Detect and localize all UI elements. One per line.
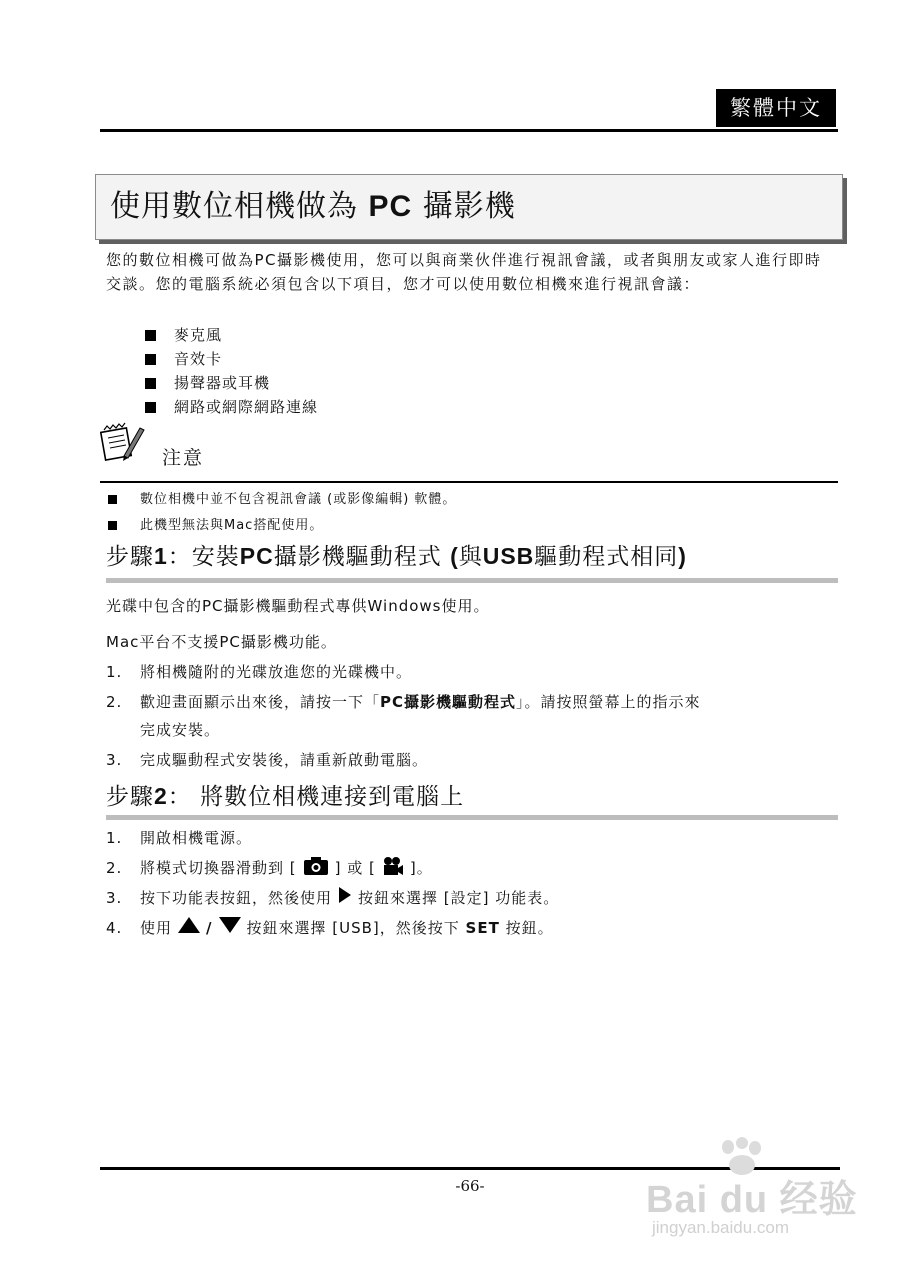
list-item: 此機型無法與Mac搭配使用。 <box>108 513 456 539</box>
step1-item-2: 2. 歡迎畫面顯示出來後，請按一下「PC攝影機驅動程式」。請按照螢幕上的指示來 完成安裝。 <box>106 693 701 739</box>
bullet-square-icon <box>145 402 156 413</box>
camera-icon <box>303 856 329 876</box>
requirements-list <box>145 323 318 419</box>
driver-info-line: 光碟中包含的PC攝影機驅動程式專供Windows使用。 <box>106 597 490 615</box>
list-item: 揚聲器或耳機 <box>145 371 318 395</box>
up-arrow-icon <box>178 917 200 933</box>
bullet-square-icon <box>145 378 156 389</box>
step2-item-4: 4. 使用 / 按鈕來選擇 [USB]，然後按下 SET 按鈕。 <box>106 919 554 937</box>
down-arrow-icon <box>219 917 241 933</box>
step1-heading: 步驟1：安裝PC攝影機驅動程式 (與USB驅動程式相同) <box>106 543 687 570</box>
note-list <box>108 487 456 539</box>
bullet-square-icon <box>145 354 156 365</box>
step2-item-3: 3. 按下功能表按鈕，然後使用 按鈕來選擇 [設定] 功能表。 <box>106 889 560 907</box>
step1-item-1: 1. 將相機隨附的光碟放進您的光碟機中。 <box>106 663 413 681</box>
list-item: 網路或網際網路連線 <box>145 395 318 419</box>
note-label: 注意 <box>162 447 205 469</box>
step2-item-2: 2. 將模式切換器滑動到 [ ] 或 [ ]。 <box>106 854 836 882</box>
bullet-square-icon <box>145 330 156 341</box>
step1-rule <box>106 578 838 583</box>
watermark-logo: Bai du 经验 <box>646 1179 858 1221</box>
page-number: -66- <box>455 1177 485 1195</box>
notepad-pencil-icon <box>100 422 146 462</box>
language-tab: 繁體中文 <box>716 89 836 127</box>
section-title: 使用數位相機做為 PC 攝影機 <box>110 189 516 224</box>
watermark-url: jingyan.baidu.com <box>652 1218 790 1237</box>
step2-rule <box>106 815 838 820</box>
bullet-square-icon <box>108 521 117 530</box>
header-rule <box>100 129 838 132</box>
step1-item-3: 3. 完成驅動程式安裝後，請重新啟動電腦。 <box>106 751 429 769</box>
right-arrow-icon <box>338 887 352 903</box>
video-camera-icon <box>382 856 404 876</box>
list-item: 音效卡 <box>145 347 318 371</box>
mac-info-line: Mac平台不支援PC攝影機功能。 <box>106 633 337 651</box>
step2-item-1: 1. 開啟相機電源。 <box>106 829 253 847</box>
step2-heading: 步驟2： 將數位相機連接到電腦上 <box>106 783 465 810</box>
bullet-square-icon <box>108 495 117 504</box>
list-item: 數位相機中並不包含視訊會議 (或影像編輯) 軟體。 <box>108 487 456 513</box>
note-rule <box>100 481 838 483</box>
list-item: 麥克風 <box>145 323 318 347</box>
intro-paragraph: 您的數位相機可做為PC攝影機使用，您可以與商業伙伴進行視訊會議，或者與朋友或家人進行即時交談。您的電腦系統必須包含以下項目，您才可以使用數位相機來進行視訊會議： <box>106 251 822 293</box>
section-title-box <box>95 174 843 240</box>
